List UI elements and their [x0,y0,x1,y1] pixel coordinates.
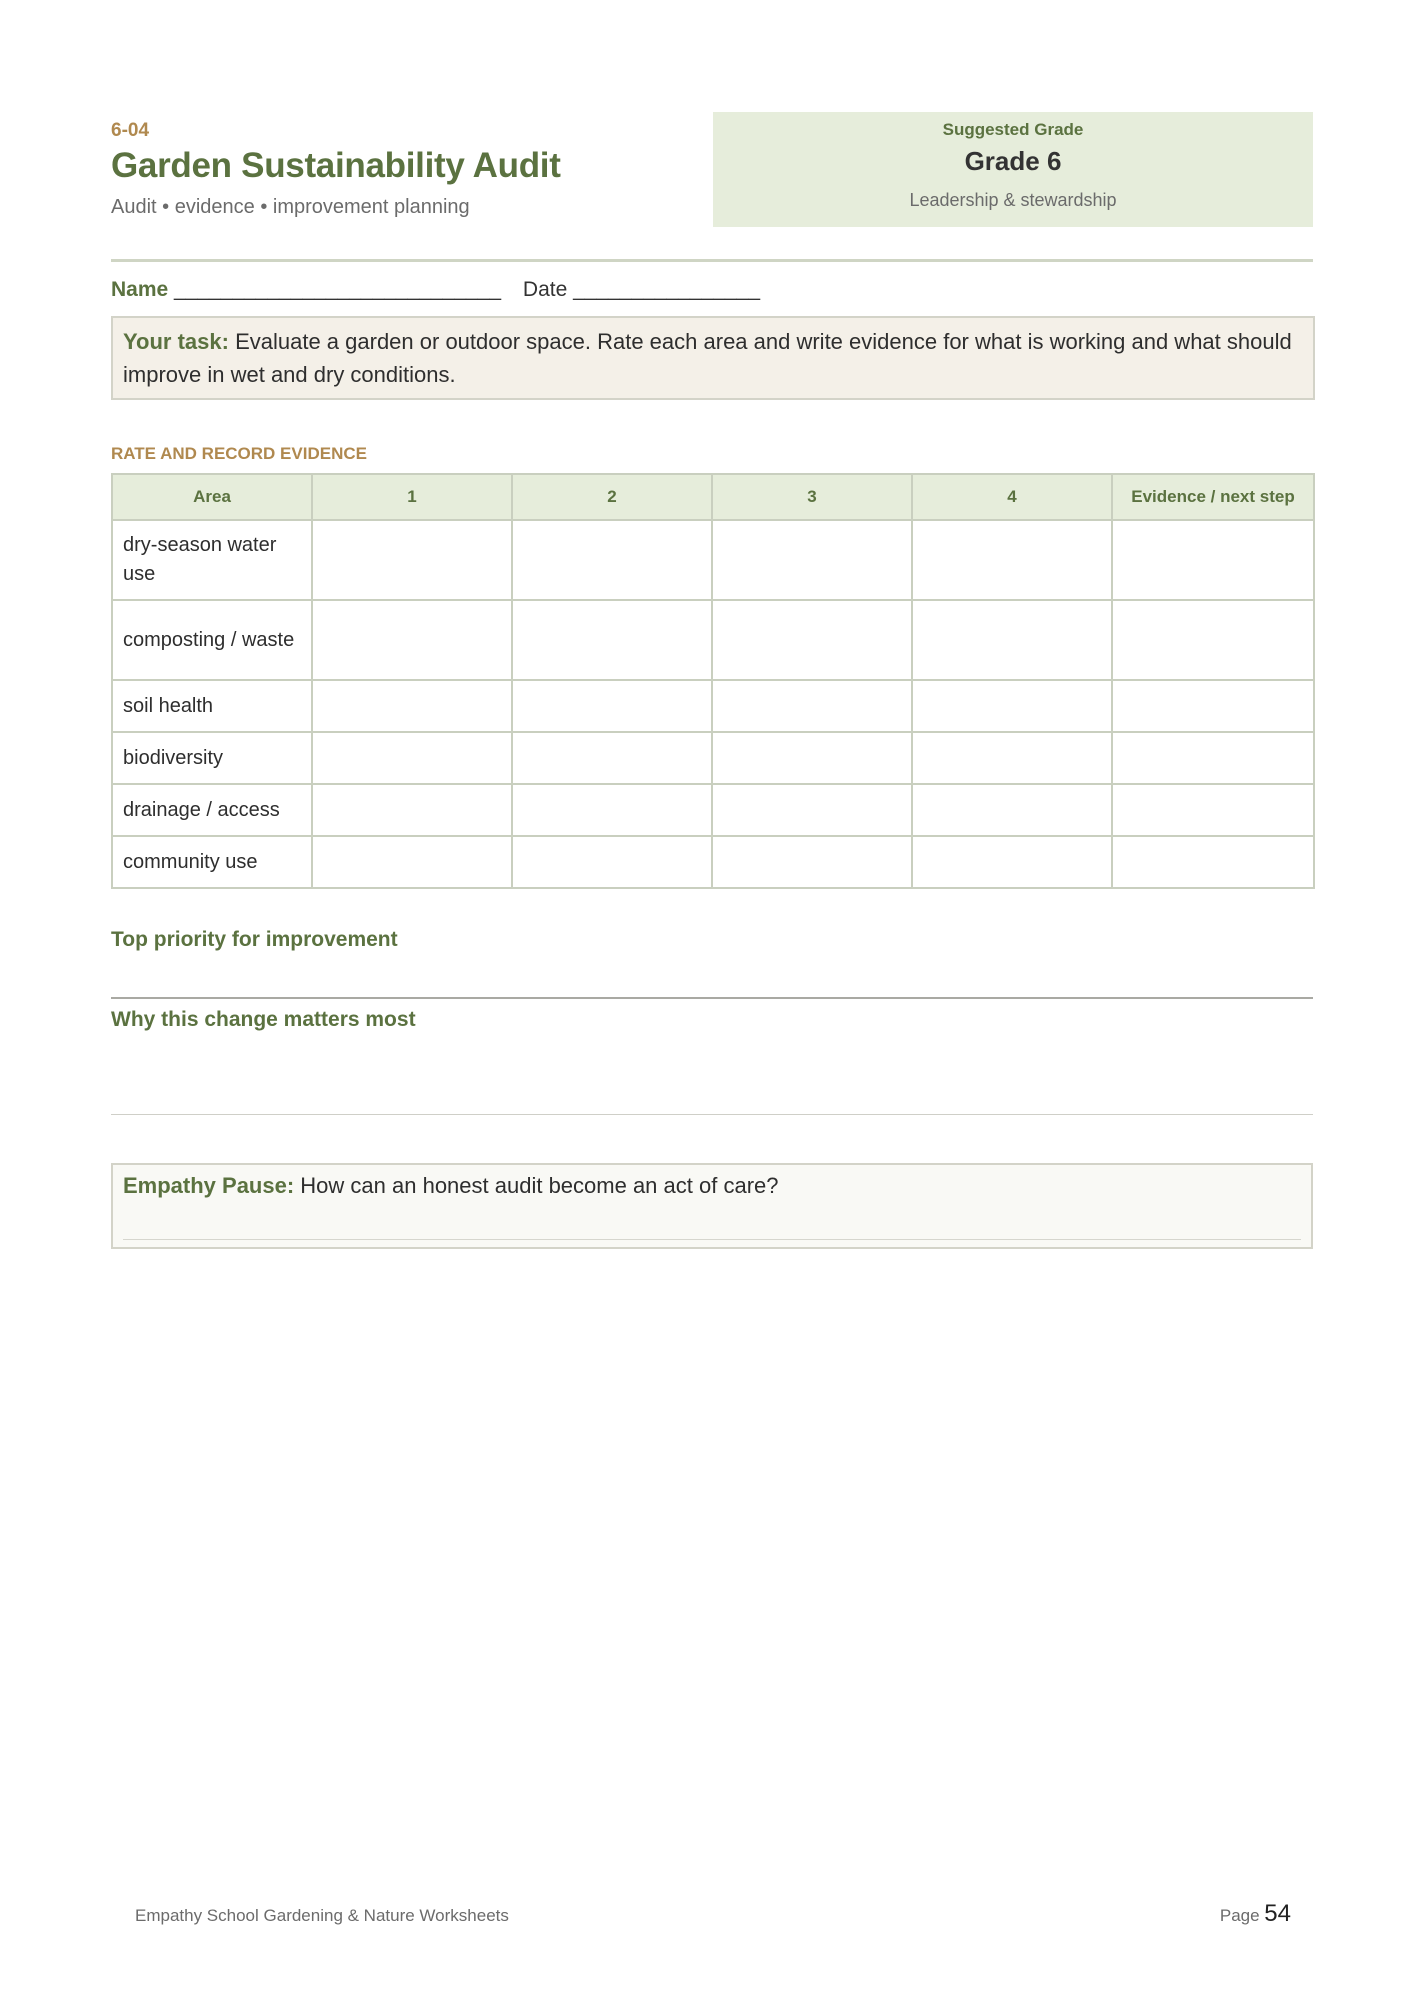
header-evidence: Evidence / next step [1112,474,1314,520]
page-number-value: 54 [1264,1900,1291,1927]
evidence-cell[interactable] [1112,680,1314,732]
header-rating-2: 2 [512,474,712,520]
empathy-label: Empathy Pause: [123,1173,295,1198]
footer-title: Empathy School Gardening & Nature Worksheets [135,1906,509,1925]
evidence-cell[interactable] [1112,520,1314,600]
priority-answer-line[interactable] [111,997,1313,999]
section-heading: RATE AND RECORD EVIDENCE [111,444,367,463]
rating-cell[interactable] [912,520,1112,600]
why-answer-line[interactable] [111,1114,1313,1115]
date-field[interactable]: ________________ [573,278,760,301]
evidence-cell[interactable] [1112,732,1314,784]
rating-cell[interactable] [312,836,512,888]
grade-label: Suggested Grade [942,120,1084,139]
rating-cell[interactable] [312,784,512,836]
name-field[interactable]: ____________________________ [174,278,502,301]
page-label: Page [1219,1906,1260,1925]
priority-label: Top priority for improvement [111,928,398,951]
table-row [112,600,1314,680]
area-cell: composting / waste [112,600,312,680]
area-cell: community use [112,836,312,888]
table-row [112,680,1314,732]
area-cell: biodiversity [112,732,312,784]
name-date-line [111,278,760,302]
table-row [112,836,1314,888]
rating-cell[interactable] [912,732,1112,784]
table-row [112,520,1314,600]
task-text: Evaluate a garden or outdoor space. Rate each area and write evidence for what is working and what should improve in wet and dry conditions. [123,329,1292,387]
header-rating-4: 4 [912,474,1112,520]
area-cell: soil health [112,680,312,732]
why-label: Why this change matters most [111,1008,416,1031]
rating-cell[interactable] [312,732,512,784]
header-area: Area [112,474,312,520]
table-header-row [112,474,1314,520]
header [111,110,1313,230]
page-number [1220,1900,1291,1928]
name-label: Name [111,278,169,301]
table-row [112,732,1314,784]
rating-cell[interactable] [312,520,512,600]
area-cell: dry-season water use [112,520,312,600]
page-title: Garden Sustainability Audit [111,146,561,185]
grade-subtitle: Leadership & stewardship [909,190,1117,210]
rating-cell[interactable] [712,732,912,784]
rating-cell[interactable] [512,520,712,600]
rating-cell[interactable] [912,836,1112,888]
task-box [111,316,1315,400]
rating-cell[interactable] [712,600,912,680]
rating-cell[interactable] [512,784,712,836]
empathy-question: How can an honest audit become an act of care? [300,1173,779,1198]
header-rating-3: 3 [712,474,912,520]
evidence-cell[interactable] [1112,600,1314,680]
evidence-cell[interactable] [1112,784,1314,836]
rating-cell[interactable] [912,680,1112,732]
area-cell: drainage / access [112,784,312,836]
evidence-cell[interactable] [1112,836,1314,888]
page-subtitle: Audit • evidence • improvement planning [111,196,470,218]
grade-box [713,112,1313,227]
rating-cell[interactable] [312,680,512,732]
header-rating-1: 1 [312,474,512,520]
rating-cell[interactable] [712,836,912,888]
rating-cell[interactable] [512,600,712,680]
rating-cell[interactable] [512,732,712,784]
worksheet-page [111,0,1313,2000]
rating-cell[interactable] [512,680,712,732]
header-divider [111,259,1313,262]
empathy-prompt [123,1173,779,1199]
table-row [112,784,1314,836]
task-label: Your task: [123,329,229,354]
worksheet-code: 6-04 [111,120,150,141]
empathy-answer-line[interactable] [123,1239,1301,1240]
rating-cell[interactable] [712,520,912,600]
rating-cell[interactable] [312,600,512,680]
grade-value: Grade 6 [964,146,1062,176]
rating-cell[interactable] [512,836,712,888]
audit-table [111,473,1315,889]
date-label: Date [522,278,568,301]
rating-cell[interactable] [912,784,1112,836]
rating-cell[interactable] [712,784,912,836]
rating-cell[interactable] [912,600,1112,680]
empathy-box [111,1163,1313,1249]
rating-cell[interactable] [712,680,912,732]
